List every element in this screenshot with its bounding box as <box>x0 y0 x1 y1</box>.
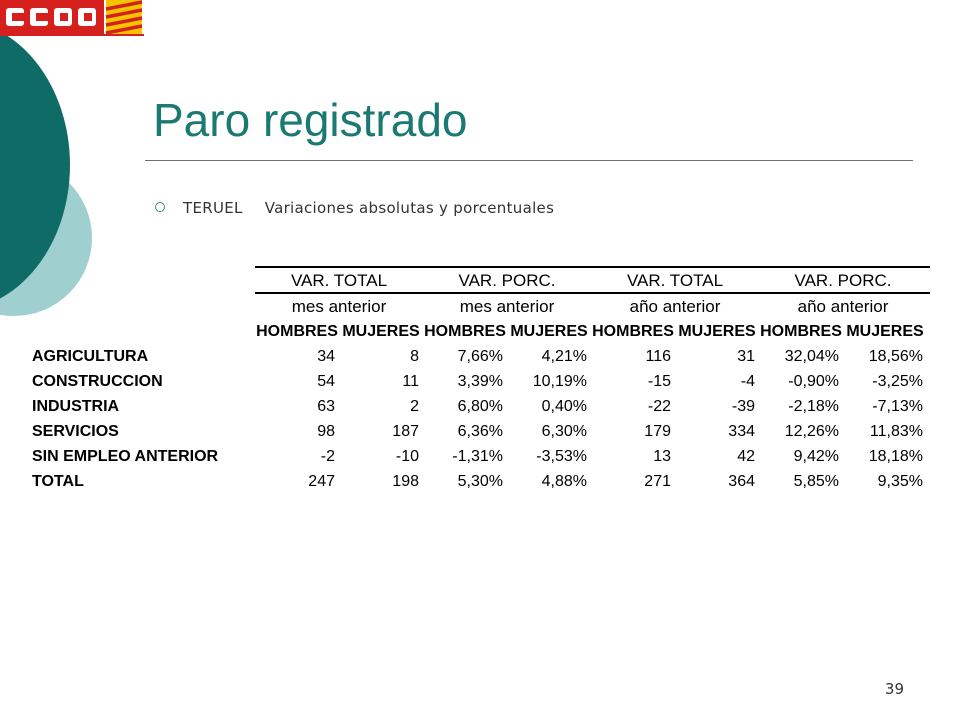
table-cell: 179 <box>644 423 671 440</box>
table-cell: -2 <box>320 448 335 465</box>
table-cell: 364 <box>728 473 755 490</box>
table-cell: 13 <box>653 448 671 465</box>
table-cell: 271 <box>644 473 671 490</box>
group-header: VAR. TOTAL <box>290 271 388 290</box>
subtitle-place: TERUEL <box>183 199 243 217</box>
unemployment-variation-table <box>32 266 932 496</box>
column-header: MUJERES <box>678 323 756 340</box>
table-cell: 198 <box>392 473 419 490</box>
row-label: SIN EMPLEO ANTERIOR <box>32 448 219 465</box>
table-cell: -3,25% <box>872 373 923 390</box>
subtitle-text: Variaciones absolutas y porcentuales <box>264 199 555 217</box>
table-cell: 116 <box>645 348 671 365</box>
table-cell: 2 <box>410 398 419 415</box>
column-header: MUJERES <box>846 323 924 340</box>
table-cell: 3,39% <box>457 373 503 390</box>
table-cell: 6,80% <box>457 398 503 415</box>
table-cell: 12,26% <box>784 423 839 440</box>
page-title: Paro registrado <box>153 94 468 146</box>
page-number: 39 <box>884 680 904 698</box>
table-cell: 11 <box>402 373 419 390</box>
row-label: TOTAL <box>32 473 84 490</box>
table-cell: 10,19% <box>532 373 587 390</box>
title-rule <box>145 160 913 161</box>
table-cell: -2,18% <box>788 398 839 415</box>
table-cell: 8 <box>410 348 419 365</box>
table-cell: 6,36% <box>457 423 503 440</box>
table-cell: -4 <box>740 373 755 390</box>
table-cell: 7,66% <box>457 348 503 365</box>
table-cell: -1,31% <box>452 448 503 465</box>
table-cell: -39 <box>731 398 755 415</box>
table-cell: 9,35% <box>877 473 923 490</box>
row-label: CONSTRUCCION <box>32 373 163 390</box>
row-label: AGRICULTURA <box>32 348 149 365</box>
table-cell: -7,13% <box>872 398 923 415</box>
period-header: mes anterior <box>459 297 555 316</box>
row-label: SERVICIOS <box>32 423 119 440</box>
table-cell: 63 <box>317 398 335 415</box>
table-cell: -10 <box>395 448 419 465</box>
column-header: MUJERES <box>510 323 588 340</box>
column-header: MUJERES <box>342 323 420 340</box>
row-label: INDUSTRIA <box>32 398 120 415</box>
bullet-circle-icon <box>155 202 165 212</box>
table-cell: 9,42% <box>793 448 839 465</box>
ccoo-logo <box>0 0 144 36</box>
table-cell: 334 <box>728 423 755 440</box>
table-cell: -3,53% <box>536 448 587 465</box>
group-header: VAR. TOTAL <box>626 271 724 290</box>
table-cell: -22 <box>647 398 671 415</box>
table-cell: 5,30% <box>457 473 503 490</box>
group-header: VAR. PORC. <box>794 271 892 290</box>
subtitle <box>155 199 554 217</box>
column-header: HOMBRES <box>760 323 842 340</box>
table-cell: 32,04% <box>784 348 839 365</box>
period-header: mes anterior <box>291 297 387 316</box>
table-cell: 18,18% <box>868 448 923 465</box>
table-cell: 18,56% <box>868 348 923 365</box>
table-cell: 4,21% <box>541 348 587 365</box>
table-cell: 5,85% <box>793 473 839 490</box>
table-cell: 98 <box>317 423 335 440</box>
table-cell: -15 <box>647 373 671 390</box>
table-cell: 42 <box>737 448 755 465</box>
table-cell: 11,83% <box>869 423 923 440</box>
column-header: HOMBRES <box>592 323 674 340</box>
table-cell: 187 <box>392 423 419 440</box>
period-header: año anterior <box>629 297 721 316</box>
table-cell: 34 <box>317 348 335 365</box>
column-header: HOMBRES <box>424 323 506 340</box>
table-cell: 4,88% <box>541 473 587 490</box>
table-cell: 54 <box>317 373 335 390</box>
table-cell: -0,90% <box>788 373 839 390</box>
table-cell: 247 <box>308 473 335 490</box>
period-header: año anterior <box>797 297 889 316</box>
table-cell: 31 <box>737 348 755 365</box>
group-header: VAR. PORC. <box>458 271 556 290</box>
table-cell: 6,30% <box>541 423 587 440</box>
column-header: HOMBRES <box>256 323 338 340</box>
table-cell: 0,40% <box>541 398 587 415</box>
